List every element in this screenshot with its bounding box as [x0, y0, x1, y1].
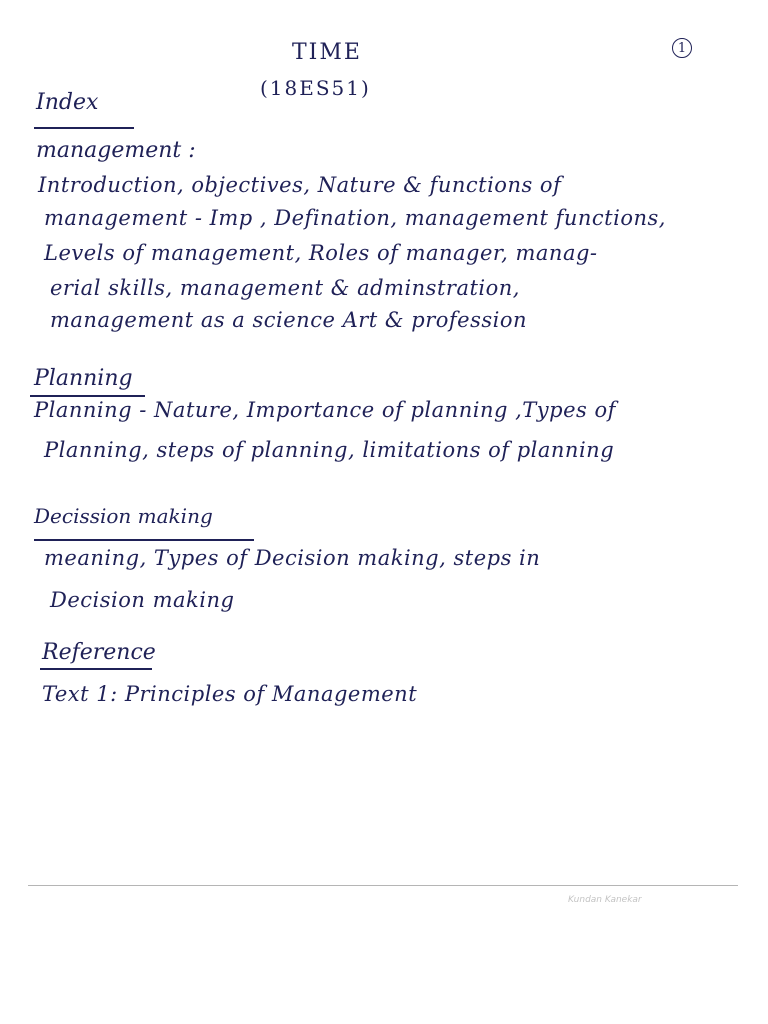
management-line-1: Introduction, objectives, Nature & functions of — [38, 173, 562, 197]
planning-line-2: Planning, steps of planning, limitations of planning — [44, 438, 615, 462]
decision-line-1: meaning, Types of Decision making, steps in — [44, 546, 541, 570]
planning-line-1: Planning - Nature, Importance of planning ,Types of — [34, 398, 616, 422]
decision-heading: Decission making — [34, 504, 213, 528]
management-line-5: management as a science Art & profession — [50, 308, 528, 332]
subject-title: TIME — [292, 40, 362, 65]
reference-underline — [40, 668, 152, 670]
page-number: 1 — [672, 38, 692, 58]
management-heading: management : — [36, 138, 196, 163]
footer-rule — [28, 885, 738, 886]
footer-watermark: Kundan Kanekar — [568, 895, 642, 905]
reference-line-1: Text 1: Principles of Management — [42, 682, 418, 706]
index-underline — [34, 127, 134, 129]
decision-line-2: Decision making — [50, 588, 235, 612]
management-line-2: management - Imp , Defination, management functions, — [44, 206, 666, 230]
planning-heading: Planning — [34, 366, 133, 391]
index-heading: Index — [36, 90, 99, 115]
reference-heading: Reference — [42, 640, 156, 665]
management-line-3: Levels of management, Roles of manager, manag- — [44, 241, 598, 265]
decision-underline — [34, 539, 254, 541]
planning-underline — [30, 395, 145, 397]
subject-code: (18ES51) — [260, 76, 371, 100]
management-line-4: erial skills, management & adminstration, — [50, 276, 520, 300]
